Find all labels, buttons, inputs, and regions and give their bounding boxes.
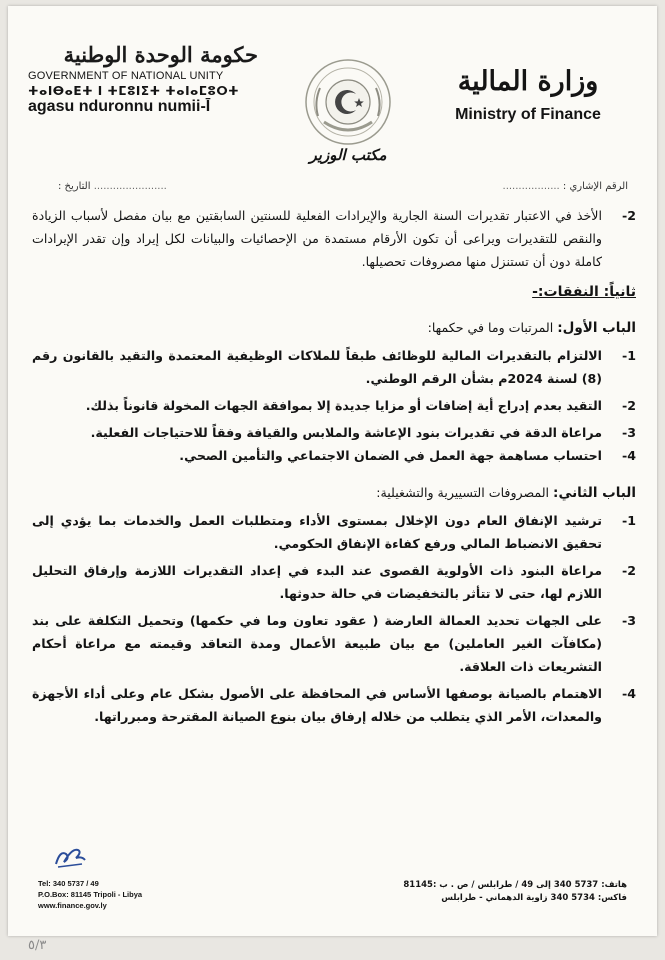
item-number: 3- xyxy=(622,613,636,628)
item-number: 4- xyxy=(622,686,636,701)
item-text: التقيد بعدم إدراج أية إضافات أو مزايا جديدة إلا بموافقة الجهات المخولة قانوناً بذلك. xyxy=(85,398,602,413)
chapter-title: الباب الثاني: xyxy=(553,485,636,501)
footer-contact-en xyxy=(38,878,238,911)
ministry-name-ar: وزارة المالية xyxy=(457,66,599,97)
minister-office-label: مكتب الوزير xyxy=(309,146,387,164)
item-text: ترشيد الإنفاق العام دون الإخلال بمستوى الأداء ومتطلبات العمل والخدمات بما يؤدي إلى تحقيق الانضباط المالي ورفع كفاءة الإنفاق الحكومي. xyxy=(32,513,602,551)
item-text: احتساب مساهمة جهة العمل في الضمان الاجتماعي والتأمين الصحي. xyxy=(179,448,602,463)
government-name-ar: حكومة الوحدة الوطنية xyxy=(63,42,258,67)
item-text: الأخذ في الاعتبار تقديرات السنة الجارية والإيرادات الفعلية للسنتين السابقتين مع بيان مفصل لأسباب الزيادة والنقص للتقديرات ويراعى أن تكون الأرقام مستمدة من الإحصائيات والبيانات لكل إيراد وإن تقدر الإيرادات كاملة دون أن تستنزل منها مصروفات تحصيلها. xyxy=(32,208,602,269)
footer-website: www.finance.gov.ly xyxy=(38,901,107,910)
footer-phone-ar: هاتف: 5737 340 إلى 49 / طرابلس / ص . ب :81145 xyxy=(403,880,627,890)
item-number: 1- xyxy=(622,348,636,363)
chapter-subtitle: المرتبات وما في حكمها: xyxy=(427,320,554,335)
state-emblem-icon xyxy=(304,58,392,146)
ministry-name-en: Ministry of Finance xyxy=(455,106,601,123)
list-item xyxy=(32,609,636,678)
government-name-en: GOVERNMENT OF NATIONAL UNITY xyxy=(28,70,224,82)
chapter-heading xyxy=(32,316,636,340)
ministry-header xyxy=(428,62,628,124)
list-item xyxy=(32,344,636,390)
footer-pobox: P.O.Box: 81145 Tripoli - Libya xyxy=(38,890,143,899)
item-text: الالتزام بالتقديرات المالية للوظائف طبقاً للملاكات الوظيفية المعتمدة والتقيد بالقانون رقم (8) لسنة 2024م بشأن الرقم الوطني. xyxy=(32,348,602,386)
item-number: 3- xyxy=(622,425,636,440)
government-name-tifinagh: ⵜⴰⵏⴱⴰⴹⵜ ⵏ ⵜⵎⵓⵏⵉⵜ ⵜⴰⵏⴰⵎⵓⵔⵜ xyxy=(28,84,240,98)
date-field: ....................... التاريخ : xyxy=(58,181,167,192)
list-item xyxy=(32,204,636,273)
item-text: مراعاة البنود ذات الأولوية القصوى عند البدء في إعداد التقديرات اللازمة وإرفاق التحليل اللازم لها، حتى لا تتأثر بالتخفيضات في حالة حدوثها. xyxy=(32,563,602,601)
list-item xyxy=(32,682,636,728)
date-label: التاريخ : xyxy=(58,181,91,192)
item-text: على الجهات تحديد العمالة العارضة ( عقود تعاون وما في حكمها) وتحميل التكلفة على بند (مكافآت الغير العاملين) مع بيان طبيعة الأعمال ومدة التعاقد وقيمته مع مراعاة أحكام التشريعات ذات العلاقة. xyxy=(32,613,602,674)
footer-fax-ar: فاكس: 5734 340 زاوية الدهماني - طرابلس xyxy=(441,893,627,903)
reference-label: الرقم الإشاري : xyxy=(562,181,628,192)
chapter-subtitle: المصروفات التسييرية والتشغيلية: xyxy=(376,485,550,500)
item-number: 2- xyxy=(622,563,636,578)
item-text: الاهتمام بالصيانة بوصفها الأساس في المحافظة على الأصول بشكل عام وعلى أداء الأجهزة والمعدات، الأمر الذي يتطلب من خلاله إرفاق بيان بنوع الصيانة المقترحة ومبرراتها. xyxy=(32,686,602,724)
government-header xyxy=(28,42,278,116)
item-number: 2- xyxy=(622,208,636,223)
chapter-title: الباب الأول: xyxy=(557,320,636,336)
page-bottom xyxy=(0,938,665,960)
government-name-amazigh: agasu nduronnu numii-Ī xyxy=(28,98,211,115)
chapter-heading xyxy=(32,481,636,505)
list-item xyxy=(32,559,636,605)
reference-field: الرقم الإشاري : .................. xyxy=(502,181,628,192)
document-body xyxy=(32,204,636,728)
footer-tel: Tel: 340 5737 / 49 xyxy=(38,879,99,888)
page-number: ٥/٣ xyxy=(28,938,47,953)
reference-date-line xyxy=(58,181,628,203)
item-number: 1- xyxy=(622,513,636,528)
footer-contact-ar xyxy=(327,879,627,905)
section-title: ثانياً: النفقات:- xyxy=(532,284,636,300)
item-text: مراعاة الدقة في تقديرات بنود الإعاشة والملابس والقيافة وفقاً للاحتياجات الفعلية. xyxy=(90,425,602,440)
item-number: 2- xyxy=(622,398,636,413)
list-item xyxy=(32,444,636,467)
item-number: 4- xyxy=(622,448,636,463)
list-item xyxy=(32,394,636,417)
signature-initial-icon xyxy=(52,840,88,870)
list-item xyxy=(32,421,636,444)
list-item xyxy=(32,509,636,555)
document-page xyxy=(8,6,657,936)
